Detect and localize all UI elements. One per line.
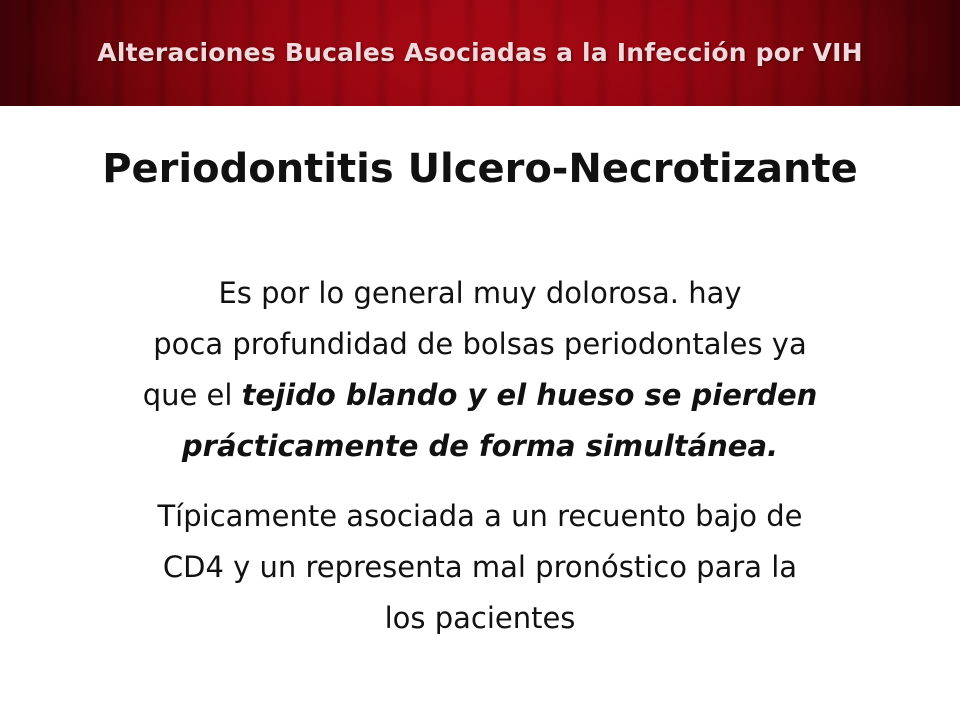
paragraph-1-line-1: Es por lo general muy dolorosa. hay: [218, 276, 742, 310]
paragraph-2: [60, 491, 900, 644]
paragraph-2-line-1: Típicamente asociada a un recuento bajo de: [157, 499, 803, 533]
header-banner: [0, 0, 960, 106]
paragraph-1-line-3-emphasis: tejido blando y el hueso se pierden: [241, 378, 818, 412]
paragraph-2-line-3: los pacientes: [384, 601, 576, 635]
paragraph-1-line-3-plain: que el: [142, 378, 242, 412]
paragraph-1: [60, 268, 900, 472]
paragraph-1-line-3: [60, 370, 900, 421]
paragraph-2-line-2: CD4 y un representa mal pronóstico para la: [162, 550, 798, 584]
paragraph-1-line-4-emphasis: prácticamente de forma simultánea.: [181, 429, 779, 463]
paragraph-1-line-2: poca profundidad de bolsas periodontales ya: [153, 327, 807, 361]
banner-title: Alteraciones Bucales Asociadas a la Infección por VIH: [97, 38, 863, 67]
slide-title: Periodontitis Ulcero-Necrotizante: [102, 146, 858, 192]
slide-body: [60, 268, 900, 644]
